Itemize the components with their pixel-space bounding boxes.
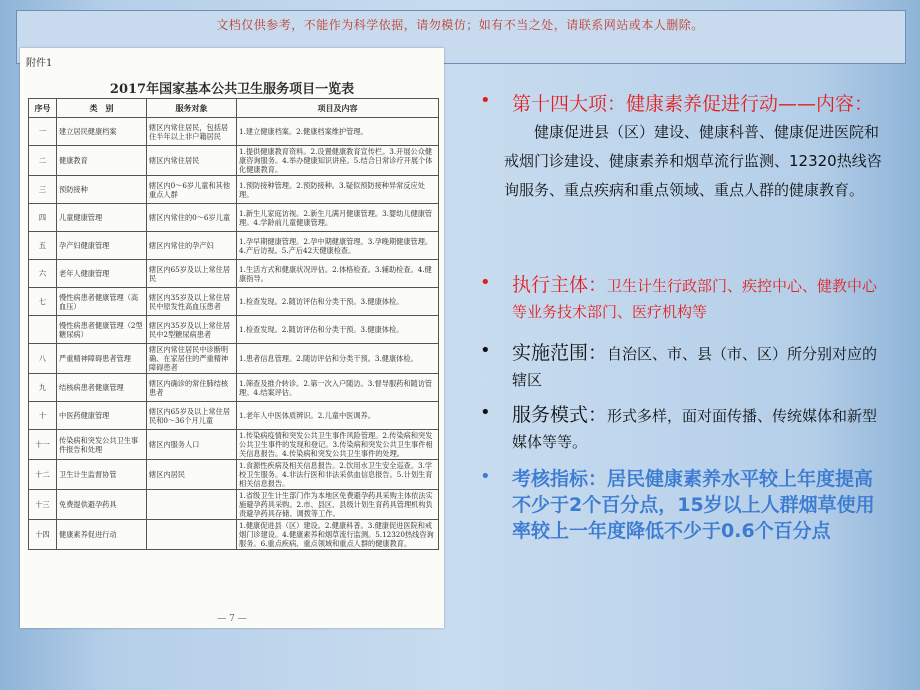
row-target: 辖区内常住的孕产妇	[147, 232, 237, 260]
row-content: 1.健康促进县（区）建设。2.健康科普。3.健康促进医院和戒烟门诊建设。4.健康素养和烟草流行监测。5.12320热线咨询服务。6.重点疾病、重点领域和重点人群的健康教育。	[237, 520, 439, 550]
item-value: 自治区、市、县（市、区）所分别对应的辖区	[512, 345, 878, 389]
bullet-dot-icon: •	[480, 340, 491, 361]
bullet-dot-icon: •	[480, 402, 491, 423]
table-row	[29, 430, 439, 460]
row-content: 1.预防接种管理。2.预防接种。3.疑似预防接种异常反应处理。	[237, 176, 439, 204]
table-row	[29, 204, 439, 232]
header-cell: 序号	[29, 99, 57, 118]
row-number: 五	[29, 232, 57, 260]
row-category: 结核病患者健康管理	[57, 374, 147, 402]
table-row	[29, 316, 439, 344]
row-number: 一	[29, 118, 57, 146]
row-content: 1.老年人中医体质辨识。2.儿童中医调养。	[237, 402, 439, 430]
bullet-dot-icon: •	[480, 466, 491, 487]
service-table	[28, 98, 439, 550]
row-number: 十二	[29, 460, 57, 490]
row-category: 卫生计生监督协管	[57, 460, 147, 490]
row-content: 1.生活方式和健康状况评估。2.体格检查。3.辅助检查。4.健康指导。	[237, 260, 439, 288]
row-content: 1.孕早期健康管理。2.孕中期健康管理。3.孕晚期健康管理。4.产后访视。5.产后42天健康检查。	[237, 232, 439, 260]
row-target: 辖区内确诊的常住肺结核患者	[147, 374, 237, 402]
row-category: 慢性病患者健康管理（2型糖尿病）	[57, 316, 147, 344]
header-cell: 项目及内容	[237, 99, 439, 118]
row-target: 辖区内35岁及以上常住居民中2型糖尿病患者	[147, 316, 237, 344]
item-label: 服务模式：	[512, 404, 608, 426]
row-target: 辖区内常住居民中诊断明确、在家居住的严重精神障碍患者	[147, 344, 237, 374]
row-content: 1.筛查及推介转诊。2.第一次入户随访。3.督导服药和随访管理。4.结案评估。	[237, 374, 439, 402]
row-target: 辖区内65岁及以上常住居民	[147, 260, 237, 288]
content-panel	[474, 90, 884, 544]
disclaimer-text: 文档仅供参考，不能作为科学依据，请勿模仿；如有不当之处，请联系网站或本人删除。	[216, 18, 704, 32]
attachment-label: 附件1	[26, 58, 53, 69]
row-category: 中医药健康管理	[57, 402, 147, 430]
row-number: 七	[29, 288, 57, 316]
row-number	[29, 316, 57, 344]
row-content: 1.检查发现。2.随访评估和分类干预。3.健康体检。	[237, 288, 439, 316]
item-label: 实施范围：	[512, 342, 608, 364]
row-category: 孕产妇健康管理	[57, 232, 147, 260]
header-cell: 服务对象	[147, 99, 237, 118]
row-number: 六	[29, 260, 57, 288]
row-category: 免费提供避孕药具	[57, 490, 147, 520]
item-value: 卫生计生行政部门、疾控中心、健教中心等业务技术部门、医疗机构等	[512, 277, 878, 321]
row-category: 预防接种	[57, 176, 147, 204]
table-row	[29, 520, 439, 550]
row-target: 辖区内65岁及以上常住居民和0～36个月儿童	[147, 402, 237, 430]
document-title: 2017年国家基本公共卫生服务项目一览表	[109, 82, 355, 97]
row-target	[147, 490, 237, 520]
row-number: 十一	[29, 430, 57, 460]
row-number: 十四	[29, 520, 57, 550]
row-number: 十	[29, 402, 57, 430]
row-number: 三	[29, 176, 57, 204]
item-body: 健康促进县（区）建设、健康科普、健康促进医院和戒烟门诊建设、健康素养和烟草流行监测、12320热线咨询服务、重点疾病和重点领域、重点人群的健康教育。	[504, 123, 882, 199]
row-target	[147, 520, 237, 550]
item-value: 形式多样，面对面传播、传统媒体和新型媒体等等。	[512, 407, 878, 451]
bullet-item-content	[474, 90, 884, 280]
item-heading: 第十四大项：健康素养促进行动——内容：	[512, 93, 874, 115]
table-row	[29, 260, 439, 288]
header-cell: 类 别	[57, 99, 147, 118]
row-number: 四	[29, 204, 57, 232]
page-number: — 7 —	[217, 614, 247, 624]
row-content: 1.食源性疾病及相关信息报告。2.饮用水卫生安全巡查。3.学校卫生服务。4.非法行医和非法采供血信息报告。5.计划生育相关信息报告。	[237, 460, 439, 490]
row-content: 1.检查发现。2.随访评估和分类干预。3.健康体检。	[237, 316, 439, 344]
bullet-item-scope	[474, 340, 884, 400]
bullet-item-executor	[474, 272, 884, 336]
row-number: 九	[29, 374, 57, 402]
bullet-item-mode	[474, 402, 884, 462]
item-text	[512, 272, 884, 325]
row-category: 健康教育	[57, 146, 147, 176]
row-target: 辖区内常住居民，包括居住半年以上非户籍居民	[147, 118, 237, 146]
row-category: 传染病和突发公共卫生事件报告和处理	[57, 430, 147, 460]
item-text	[512, 402, 884, 455]
row-category: 建立居民健康档案	[57, 118, 147, 146]
row-content: 1.提供健康教育资料。2.设置健康教育宣传栏。3.开展公众健康咨询服务。4.举办健康知识讲座。5.结合日常诊疗开展个体化健康教育。	[237, 146, 439, 176]
bullet-dot-icon: •	[480, 90, 491, 111]
item-label: 执行主体：	[512, 274, 608, 296]
bullet-dot-icon: •	[480, 272, 491, 293]
row-content: 1.新生儿家庭访视。2.新生儿满月健康管理。3.婴幼儿健康管理。4.学龄前儿童健康管理。	[237, 204, 439, 232]
table-header-row	[29, 99, 439, 118]
row-number: 十三	[29, 490, 57, 520]
row-target: 辖区内居民	[147, 460, 237, 490]
row-category: 儿童健康管理	[57, 204, 147, 232]
table-row	[29, 490, 439, 520]
row-content: 1.传染病疫情和突发公共卫生事件风险管理。2.传染病和突发公共卫生事件的发现和登记。3.传染病和突发公共卫生事件相关信息报告。4.传染病和突发公共卫生事件的处理。	[237, 430, 439, 460]
table-row	[29, 176, 439, 204]
table-row	[29, 146, 439, 176]
row-category: 严重精神障碍患者管理	[57, 344, 147, 374]
row-target: 辖区内0～6岁儿童和其他重点人群	[147, 176, 237, 204]
row-target: 辖区内服务人口	[147, 430, 237, 460]
table-row	[29, 288, 439, 316]
row-content: 1.省级卫生计生部门作为本地区免费避孕药具采购主体依法实施避孕药具采购。2.市、县区、县级计划生育药具管理机构负责避孕药具存储、调拨等工作。	[237, 490, 439, 520]
row-target: 辖区内35岁及以上常住居民中原发性高血压患者	[147, 288, 237, 316]
table-row	[29, 374, 439, 402]
table-row	[29, 460, 439, 490]
item-text	[512, 340, 884, 393]
scanned-document	[20, 48, 444, 628]
bullet-item-assessment	[474, 466, 884, 544]
row-number: 二	[29, 146, 57, 176]
row-target: 辖区内常住的0～6岁儿童	[147, 204, 237, 232]
table-row	[29, 118, 439, 146]
row-content: 1.建立健康档案。2.健康档案维护管理。	[237, 118, 439, 146]
row-category: 慢性病患者健康管理（高血压）	[57, 288, 147, 316]
row-category: 老年人健康管理	[57, 260, 147, 288]
assessment-text: 考核指标：居民健康素养水平较上年度提高不少于2个百分点，15岁以上人群烟草使用率较上一年度降低不少于0.6个百分点	[512, 468, 875, 542]
row-target: 辖区内常住居民	[147, 146, 237, 176]
table-row	[29, 344, 439, 374]
table-row	[29, 402, 439, 430]
row-content: 1.患者信息管理。2.随访评估和分类干预。3.健康体检。	[237, 344, 439, 374]
table-row	[29, 232, 439, 260]
row-category: 健康素养促进行动	[57, 520, 147, 550]
row-number: 八	[29, 344, 57, 374]
